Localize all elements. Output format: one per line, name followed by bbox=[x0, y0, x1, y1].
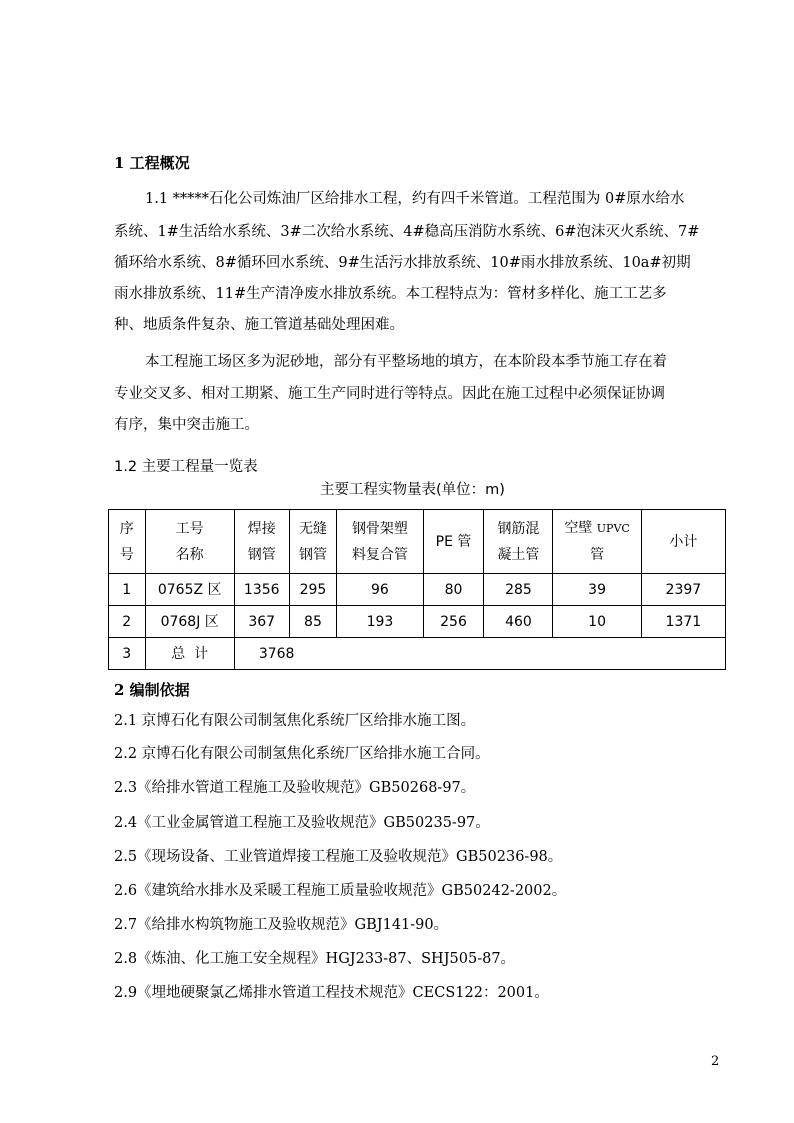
header-cell: 钢骨架塑 料复合管 bbox=[337, 510, 423, 574]
table-cell: 10 bbox=[553, 606, 641, 638]
table-cell: 2 bbox=[109, 606, 146, 638]
list-item: 2.6《建筑给水排水及采暖工程施工质量验收规范》GB50242-2002。 bbox=[114, 883, 567, 899]
text-line: 1.1 *****石化公司炼油厂区给排水工程，约有四千米管道。工程范围为 0#原水给水 bbox=[145, 191, 685, 207]
total-value: 3768 bbox=[234, 638, 725, 670]
list-item: 2.2 京博石化有限公司制氢焦化系统厂区给排水施工合同。 bbox=[114, 746, 490, 762]
table-row bbox=[109, 574, 726, 606]
text-line: 专业交叉多、相对工期紧、施工生产同时进行等特点。因此在施工过程中必须保证协调 bbox=[114, 386, 665, 402]
list-item: 2.3《给排水管道工程施工及验收规范》GB50268-97。 bbox=[114, 780, 476, 796]
table-cell: 2397 bbox=[641, 574, 725, 606]
section-1-heading: 1 工程概况 bbox=[114, 154, 190, 172]
page-number: 2 bbox=[711, 1054, 720, 1069]
list-item: 2.8《炼油、化工施工安全规程》HGJ233-87、SHJ505-87。 bbox=[114, 951, 516, 967]
text-line: 雨水排放系统、11#生产清净废水排放系统。本工程特点为：管材多样化、施工工艺多 bbox=[114, 286, 667, 302]
header-cell: 工号 名称 bbox=[145, 510, 234, 574]
table-cell: 0765Z 区 bbox=[145, 574, 234, 606]
list-item: 2.1 京博石化有限公司制氢焦化系统厂区给排水施工图。 bbox=[114, 713, 476, 729]
text-line: 循环给水系统、8#循环回水系统、9#生活污水排放系统、10#雨水排放系统、10a#初期 bbox=[114, 255, 691, 271]
table-cell: 295 bbox=[289, 574, 337, 606]
table-cell: 1356 bbox=[234, 574, 289, 606]
section-2-heading: 2 编制依据 bbox=[114, 681, 190, 699]
table-cell: 256 bbox=[423, 606, 484, 638]
header-cell: 小计 bbox=[641, 510, 725, 574]
header-cell: 焊接 钢管 bbox=[234, 510, 289, 574]
table-cell: 1 bbox=[109, 574, 146, 606]
table-cell: 80 bbox=[423, 574, 484, 606]
header-cell: PE 管 bbox=[423, 510, 484, 574]
text-line: 有序，集中突击施工。 bbox=[114, 417, 259, 433]
section-1-2-heading: 1.2 主要工程量一览表 bbox=[114, 459, 258, 475]
header-cell: 无缝 钢管 bbox=[289, 510, 337, 574]
list-item: 2.9《埋地硬聚氯乙烯排水管道工程技术规范》CECS122：2001。 bbox=[114, 985, 549, 1001]
table-total-row bbox=[109, 638, 726, 670]
text-line: 系统、1#生活给水系统、3#二次给水系统、4#稳高压消防水系统、6#泡沫灭火系统、7# bbox=[114, 224, 700, 240]
table-title: 主要工程实物量表(单位：m) bbox=[320, 482, 505, 498]
list-item: 2.7《给排水构筑物施工及验收规范》GBJ141-90。 bbox=[114, 917, 449, 933]
table-cell: 39 bbox=[553, 574, 641, 606]
table-cell: 285 bbox=[484, 574, 553, 606]
table-cell: 85 bbox=[289, 606, 337, 638]
table-cell: 96 bbox=[337, 574, 423, 606]
table-cell: 193 bbox=[337, 606, 423, 638]
list-item: 2.4《工业金属管道工程施工及验收规范》GB50235-97。 bbox=[114, 815, 490, 831]
total-label: 总 计 bbox=[145, 638, 234, 670]
table-cell: 367 bbox=[234, 606, 289, 638]
header-cell: 序 号 bbox=[109, 510, 146, 574]
header-cell: 钢筋混 凝土管 bbox=[484, 510, 553, 574]
table-cell: 460 bbox=[484, 606, 553, 638]
table-cell: 1371 bbox=[641, 606, 725, 638]
header-cell: 空壁 UPVC 管 bbox=[553, 510, 641, 574]
table-row bbox=[109, 606, 726, 638]
table-cell: 3 bbox=[109, 638, 146, 670]
list-item: 2.5《现场设备、工业管道焊接工程施工及验收规范》GB50236-98。 bbox=[114, 849, 563, 865]
text-line: 种、地质条件复杂、施工管道基础处理困难。 bbox=[114, 317, 404, 333]
quantities-table bbox=[108, 509, 726, 670]
table-cell: 0768J 区 bbox=[145, 606, 234, 638]
table-header-row bbox=[109, 510, 726, 574]
text-line: 本工程施工场区多为泥砂地，部分有平整场地的填方，在本阶段本季节施工存在着 bbox=[145, 354, 667, 370]
